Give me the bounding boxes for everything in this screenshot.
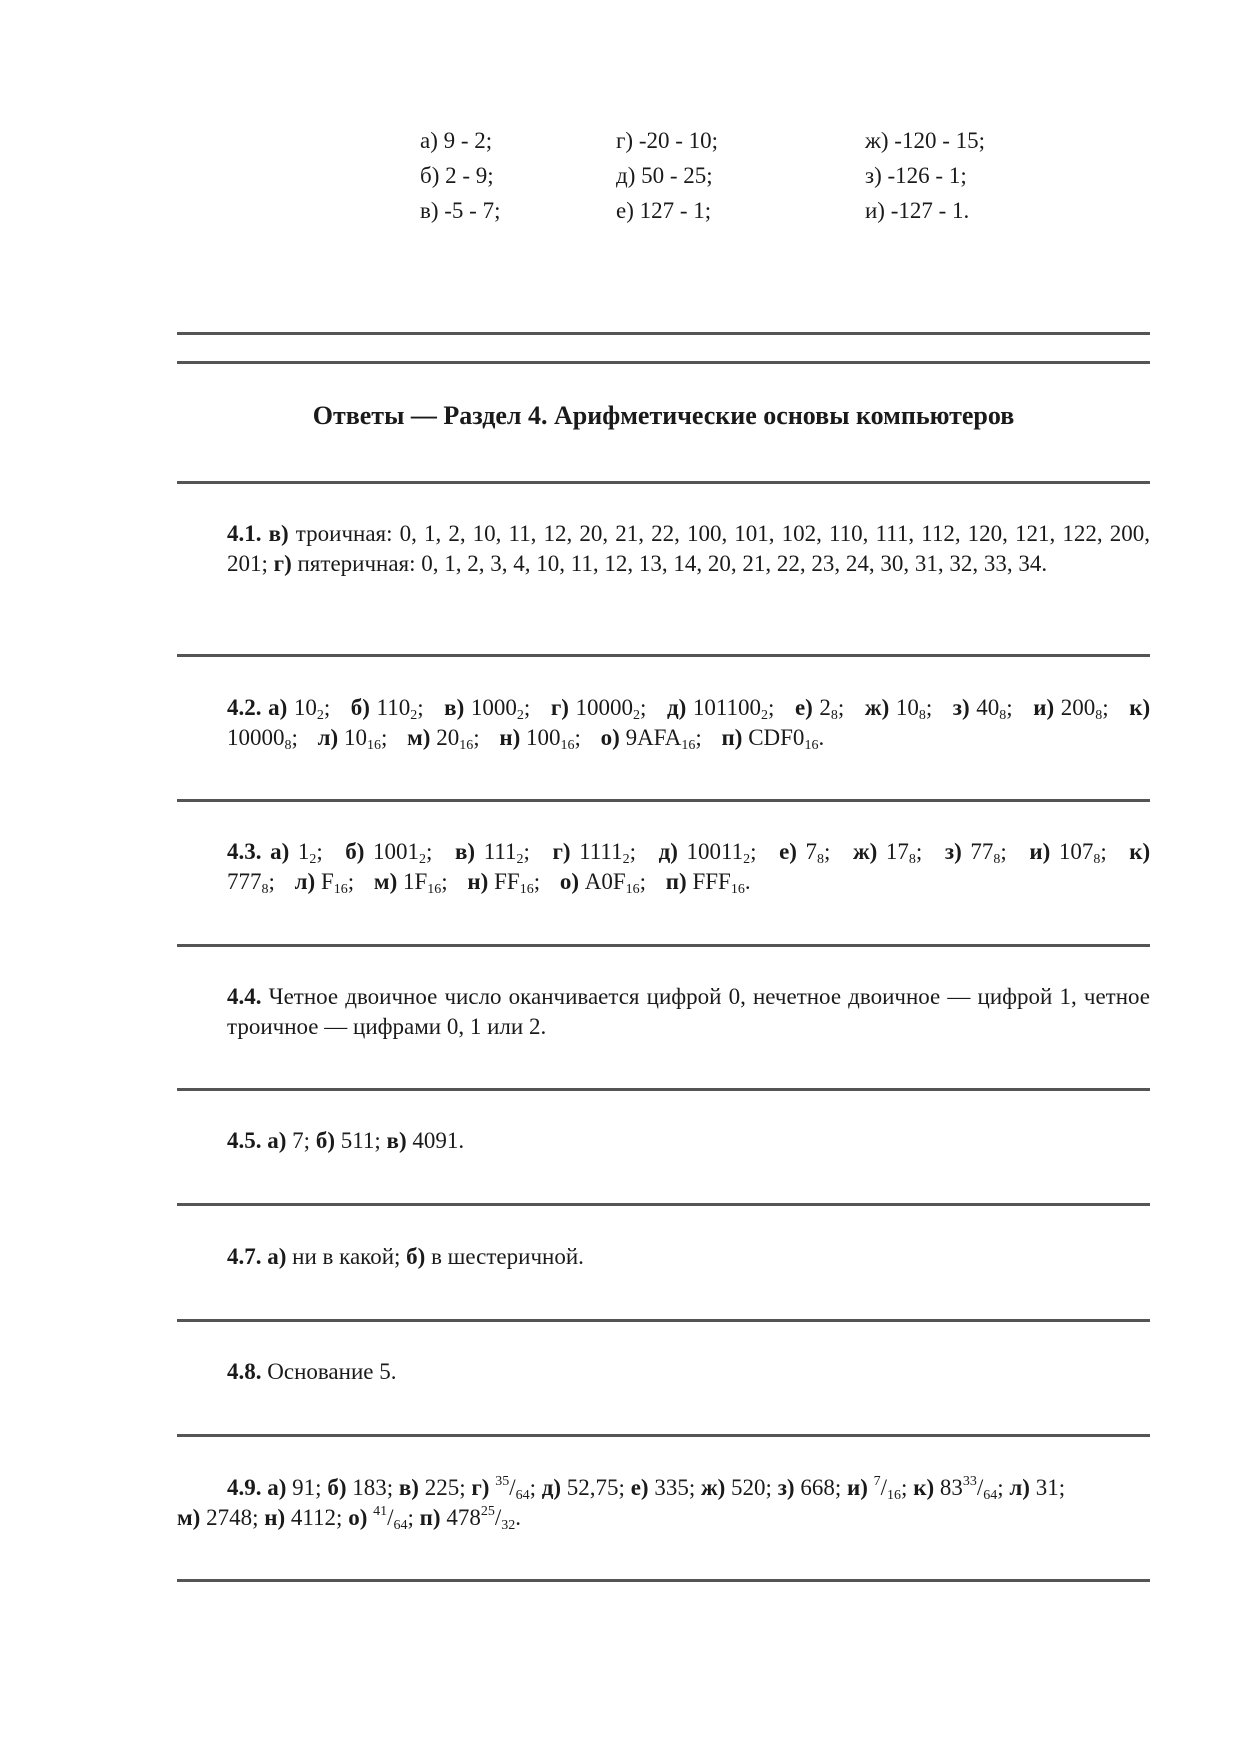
number-base: 16	[804, 738, 819, 753]
answer-item	[600, 725, 702, 753]
separator: ;	[574, 725, 581, 750]
answer-4-1	[177, 519, 1150, 579]
fraction-denominator: 64	[393, 1518, 408, 1533]
answer-item	[952, 695, 1013, 723]
answer-item	[345, 839, 433, 867]
item-label: л)	[1009, 1475, 1030, 1500]
item-label: в)	[455, 839, 476, 864]
item-label: м)	[407, 725, 431, 750]
answer-number: 4.8.	[227, 1359, 262, 1384]
item-label: б)	[315, 1128, 335, 1153]
number-base: 16	[366, 738, 381, 753]
separator: ;	[629, 839, 636, 864]
exercise-item: в) -5 - 7;	[420, 198, 501, 223]
answer-4-7	[177, 1242, 1150, 1272]
answer-text: 31;	[1029, 1475, 1066, 1500]
answer-text: 2748;	[200, 1505, 265, 1530]
number-value: 10000	[227, 725, 285, 750]
section-title: Ответы — Раздел 4. Арифметические основы компьютеров	[312, 401, 1015, 430]
answer-number: 4.5.	[227, 1128, 262, 1153]
separator: ;	[417, 695, 424, 720]
number-base: 2	[622, 852, 630, 867]
separator: ;	[529, 1475, 542, 1500]
number-value: 1000	[470, 695, 517, 720]
number-base: 2	[516, 708, 524, 723]
item-label: и)	[1029, 839, 1051, 864]
item-label: а)	[267, 1475, 287, 1500]
number-value: 110	[376, 695, 411, 720]
number-base: 8	[908, 852, 916, 867]
item-label: к)	[1129, 839, 1151, 864]
item-label: в)	[268, 521, 289, 546]
separator: ;	[915, 839, 923, 864]
answer-item	[721, 725, 825, 753]
separator: ;	[523, 695, 531, 720]
item-label: д)	[666, 695, 687, 720]
separator: ;	[750, 839, 757, 864]
item-label: а)	[268, 695, 288, 720]
number-base: 8	[817, 852, 825, 867]
answer-text: 4091.	[406, 1128, 465, 1153]
number-base: 8	[1095, 708, 1103, 723]
divider	[177, 944, 1150, 947]
exercise-item: д) 50 - 25;	[616, 163, 713, 188]
item-label: д)	[658, 839, 678, 864]
item-label: к)	[1129, 695, 1151, 720]
number-value: 77	[970, 839, 994, 864]
answer-4-5	[177, 1126, 1150, 1156]
item-label: а)	[267, 1244, 287, 1269]
number-value: 101100	[692, 695, 761, 720]
number-base: 16	[625, 882, 640, 897]
exercise-row	[420, 193, 1120, 228]
number-value: A0F	[584, 869, 626, 894]
separator: ;	[1006, 695, 1013, 720]
answer-item	[864, 695, 933, 723]
separator: ;	[837, 695, 845, 720]
answer-item	[350, 695, 424, 723]
number-base: 16	[730, 882, 745, 897]
number-value: 2	[819, 695, 831, 720]
separator: ;	[695, 725, 702, 750]
separator: ;	[533, 869, 541, 894]
divider	[177, 654, 1150, 657]
number-value: 7	[805, 839, 818, 864]
exercise-item: з) -126 - 1;	[865, 163, 967, 188]
answer-item	[268, 695, 331, 723]
number-base: 16	[427, 882, 442, 897]
item-label: е)	[779, 839, 797, 864]
answer-item	[317, 725, 388, 753]
number-base: 8	[1093, 852, 1101, 867]
number-base: 8	[830, 708, 838, 723]
item-label: п)	[419, 1505, 441, 1530]
item-label: ж)	[864, 695, 890, 720]
exercise-item: ж) -120 - 15;	[865, 128, 986, 153]
answer-text: троичная: 0, 1, 2, 10, 11, 12, 20, 21, 22, 100, 101, 102, 110, 111, 112, 120, 121, 122, 200, 201;	[227, 521, 1150, 576]
separator: .	[515, 1505, 521, 1530]
mixed-whole: 478	[440, 1505, 481, 1530]
answer-text: ни в какой;	[286, 1244, 407, 1269]
separator: ;	[768, 695, 775, 720]
separator: ;	[407, 1505, 420, 1530]
answer-text: 335;	[648, 1475, 701, 1500]
item-label: б)	[345, 839, 365, 864]
number-value: 107	[1058, 839, 1094, 864]
answer-text: 225;	[418, 1475, 472, 1500]
answer-4-8	[177, 1357, 1150, 1387]
number-base: 16	[333, 882, 348, 897]
answer-item	[550, 695, 647, 723]
number-value: 1F	[402, 869, 428, 894]
number-value: 9AFA	[625, 725, 682, 750]
number-value: 10011	[686, 839, 744, 864]
answer-item	[944, 839, 1007, 867]
item-label: а)	[267, 1128, 287, 1153]
number-value: 1001	[373, 839, 420, 864]
separator: ;	[441, 869, 448, 894]
number-base: 2	[316, 708, 324, 723]
separator: ;	[997, 1475, 1010, 1500]
item-label: г)	[552, 839, 571, 864]
divider	[177, 332, 1150, 335]
exercise-item: а) 9 - 2;	[420, 128, 493, 153]
number-value: 1	[297, 839, 310, 864]
mixed-whole: 83	[934, 1475, 963, 1500]
number-value: 20	[436, 725, 460, 750]
item-label: г)	[273, 551, 292, 576]
exercise-grid	[420, 123, 1120, 228]
divider	[177, 799, 1150, 802]
exercise-item: б) 2 - 9;	[420, 163, 494, 188]
item-label: п)	[721, 725, 743, 750]
separator: ;	[925, 695, 933, 720]
answer-item	[294, 869, 355, 897]
number-base: 2	[743, 852, 751, 867]
number-base: 16	[459, 738, 474, 753]
separator: ;	[901, 1475, 914, 1500]
answer-number: 4.4.	[227, 984, 262, 1009]
item-label: б)	[327, 1475, 347, 1500]
separator: ;	[824, 839, 831, 864]
number-value: 200	[1060, 695, 1096, 720]
number-value: 40	[976, 695, 1000, 720]
separator: ;	[316, 839, 323, 864]
fraction-numerator: 35	[495, 1474, 510, 1489]
item-label: о)	[559, 869, 579, 894]
answer-text: 52,75;	[561, 1475, 631, 1500]
separator: ;	[473, 725, 480, 750]
number-base: 16	[519, 882, 534, 897]
answer-item	[666, 695, 775, 723]
number-value: 10	[895, 695, 919, 720]
item-label: з)	[944, 839, 962, 864]
item-label: л)	[317, 725, 339, 750]
item-label: е)	[794, 695, 813, 720]
answer-item	[407, 725, 480, 753]
item-label: б)	[406, 1244, 426, 1269]
answer-item	[794, 695, 845, 723]
number-base: 8	[999, 708, 1007, 723]
divider	[177, 1088, 1150, 1091]
item-label: в)	[398, 1475, 419, 1500]
answer-item	[658, 839, 757, 867]
answer-item	[467, 869, 541, 897]
exercise-row	[420, 158, 1120, 193]
answer-number: 4.3.	[227, 839, 262, 864]
item-label: з)	[952, 695, 970, 720]
item-label: г)	[471, 1475, 490, 1500]
number-value: CDF0	[748, 725, 805, 750]
answer-item	[1033, 695, 1109, 723]
item-label: м)	[373, 869, 398, 894]
fraction-denominator: 64	[983, 1488, 998, 1503]
answer-text: Основание 5.	[261, 1359, 397, 1384]
answer-number: 4.2.	[227, 695, 262, 720]
item-label: ж)	[852, 839, 878, 864]
item-label: д)	[541, 1475, 562, 1500]
answer-4-3	[177, 837, 1150, 897]
item-label: з)	[777, 1475, 795, 1500]
number-value: 10	[293, 695, 317, 720]
answer-item	[552, 839, 636, 867]
separator: ;	[523, 839, 530, 864]
answer-item	[852, 839, 923, 867]
answer-text: в шестеричной.	[425, 1244, 584, 1269]
fraction-numerator: 7	[873, 1474, 881, 1489]
item-label: к)	[913, 1475, 935, 1500]
number-value: FF	[494, 869, 520, 894]
number-base: 8	[284, 738, 292, 753]
separator: ;	[426, 839, 433, 864]
number-value: 10000	[575, 695, 633, 720]
answer-item	[1029, 839, 1107, 867]
answer-item	[455, 839, 530, 867]
fraction-denominator: 64	[515, 1488, 530, 1503]
number-value: 10	[343, 725, 367, 750]
exercise-row	[420, 123, 1120, 158]
number-base: 2	[761, 708, 768, 723]
answer-text: 4112;	[285, 1505, 349, 1530]
item-label: и)	[846, 1475, 868, 1500]
answer-text: 183;	[346, 1475, 399, 1500]
number-value: F	[320, 869, 334, 894]
item-label: н)	[499, 725, 521, 750]
exercise-item: е) 127 - 1;	[616, 198, 712, 223]
item-label: н)	[264, 1505, 286, 1530]
number-value: 777	[227, 869, 262, 894]
number-base: 16	[560, 738, 575, 753]
divider	[177, 481, 1150, 484]
exercise-item: и) -127 - 1.	[865, 198, 970, 223]
answer-text: 7;	[286, 1128, 316, 1153]
answer-text: 520;	[725, 1475, 778, 1500]
item-label: ж)	[700, 1475, 726, 1500]
item-label: и)	[1033, 695, 1055, 720]
separator: .	[818, 725, 825, 750]
answer-item	[444, 695, 531, 723]
divider	[177, 1319, 1150, 1322]
answer-number: 4.7.	[227, 1244, 262, 1269]
item-label: г)	[550, 695, 569, 720]
answer-item	[665, 869, 751, 897]
divider	[177, 1203, 1150, 1206]
item-label: м)	[177, 1505, 201, 1530]
separator: ;	[268, 869, 275, 894]
separator: ;	[323, 695, 331, 720]
divider	[177, 1579, 1150, 1582]
number-value: 1111	[579, 839, 623, 864]
number-value: 100	[526, 725, 561, 750]
number-base: 2	[419, 852, 427, 867]
answer-number: 4.1.	[227, 521, 262, 546]
fraction-numerator: 33	[962, 1474, 977, 1489]
answer-4-4	[177, 982, 1150, 1042]
answer-item	[779, 839, 831, 867]
number-value: 17	[885, 839, 909, 864]
answer-text: Четное двоичное число оканчивается цифрой 0, нечетное двоичное — цифрой 1, четное троичное — цифрами 0, 1 или 2.	[227, 984, 1150, 1039]
number-base: 2	[516, 852, 524, 867]
answer-4-9: 4.9. а) 91; б) 183; в) 225; г) $^{35}/_{64}$; д) 52,75; е) 335; ж) 520; з) 668; и) $^7/_{16}$; к) $83^{33}/_{64}$; л) 31; м) 2748; н) 4112; о) $^{41}/_{64}$; п) $478^{25}/_{32}$.	[177, 1474, 1066, 1533]
answer-text: 511;	[334, 1128, 387, 1153]
item-label: о)	[348, 1505, 368, 1530]
separator: ;	[380, 725, 388, 750]
answer-number: 4.9.	[227, 1475, 262, 1500]
number-value: 111	[483, 839, 517, 864]
number-base: 2	[410, 708, 418, 723]
separator: ;	[640, 695, 647, 720]
answer-item	[559, 869, 647, 897]
exercise-item: г) -20 - 10;	[616, 128, 719, 153]
separator: ;	[347, 869, 355, 894]
item-label: п)	[665, 869, 687, 894]
separator: ;	[1000, 839, 1007, 864]
item-label: н)	[467, 869, 489, 894]
separator: ;	[291, 725, 298, 750]
number-base: 2	[309, 852, 317, 867]
divider	[177, 361, 1150, 364]
item-label: в)	[444, 695, 465, 720]
divider	[177, 1434, 1150, 1437]
answer-text: 91;	[286, 1475, 328, 1500]
separator: ;	[639, 869, 647, 894]
number-base: 8	[993, 852, 1001, 867]
separator: .	[744, 869, 751, 894]
number-value: FFF	[692, 869, 731, 894]
fraction-numerator: 25	[480, 1504, 495, 1519]
answer-4-2	[177, 693, 1150, 753]
item-label: л)	[294, 869, 316, 894]
fraction-denominator: 16	[887, 1488, 902, 1503]
item-label: о)	[600, 725, 620, 750]
separator: ;	[1100, 839, 1107, 864]
item-label: е)	[630, 1475, 649, 1500]
number-base: 2	[633, 708, 640, 723]
fraction-denominator: 32	[501, 1518, 516, 1533]
answer-item	[499, 725, 581, 753]
answer-text: 668;	[794, 1475, 847, 1500]
number-base: 16	[681, 738, 696, 753]
item-label: б)	[350, 695, 370, 720]
item-label: а)	[270, 839, 290, 864]
answer-text: пятеричная: 0, 1, 2, 3, 4, 10, 11, 12, 13, 14, 20, 21, 22, 23, 24, 30, 31, 32, 33, 34.	[291, 551, 1048, 576]
item-label: в)	[386, 1128, 407, 1153]
number-base: 8	[261, 882, 269, 897]
answer-item	[373, 869, 448, 897]
number-base: 8	[918, 708, 926, 723]
answer-item	[270, 839, 323, 867]
fraction-numerator: 41	[373, 1504, 388, 1519]
separator: ;	[1102, 695, 1109, 720]
